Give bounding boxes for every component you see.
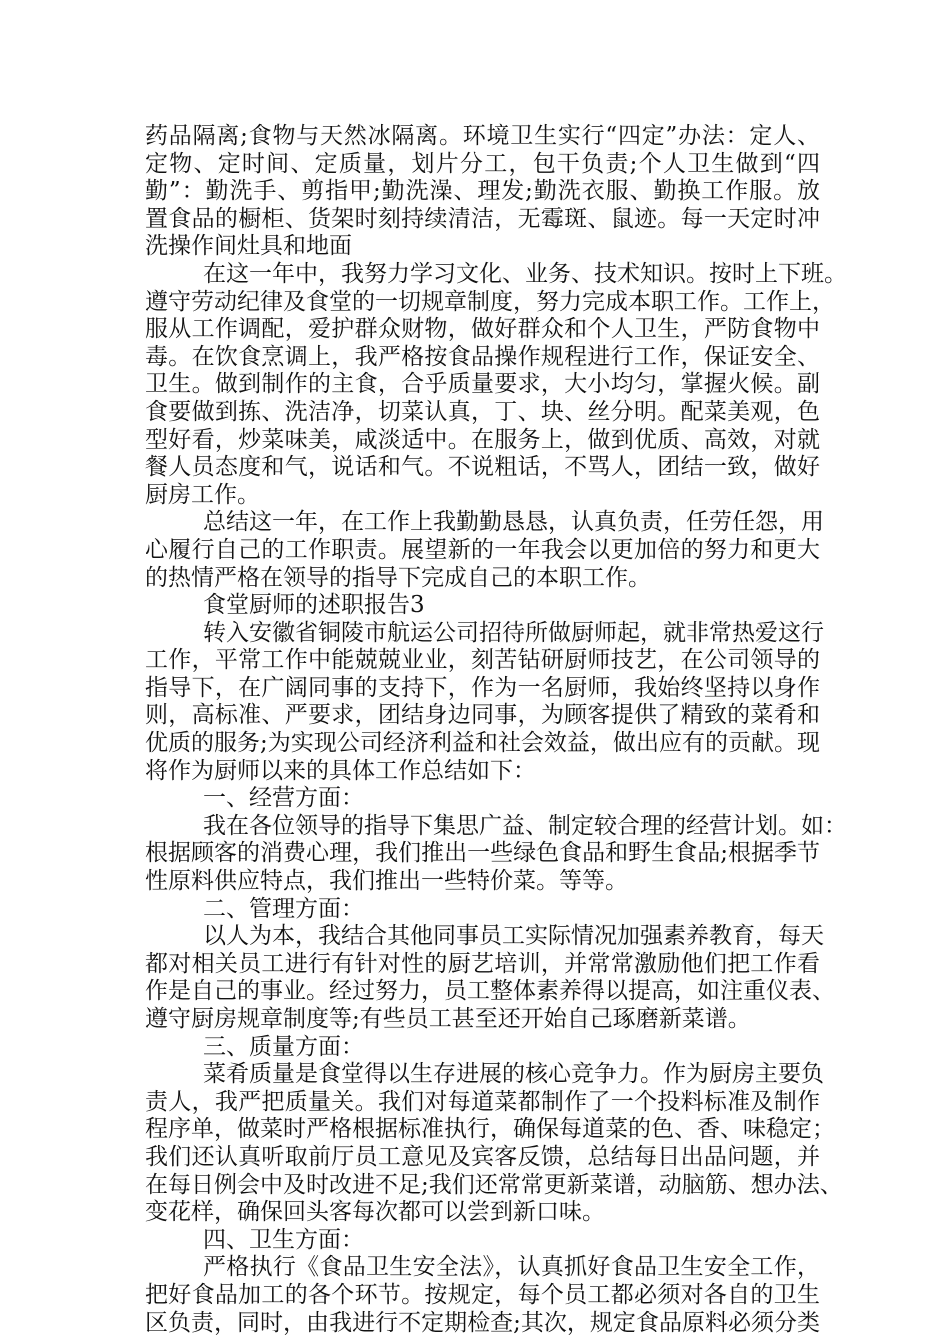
text-line: 工作，平常工作中能兢兢业业，刻苦钻研厨师技艺，在公司领导的 — [145, 647, 820, 674]
text-line: 食堂厨师的述职报告3 — [203, 592, 425, 619]
text-line: 二、管理方面： — [203, 895, 364, 922]
text-line: 根据顾客的消费心理，我们推出一些绿色食品和野生食品;根据季节 — [145, 840, 820, 867]
document-body — [145, 123, 847, 1337]
text-line: 都对相关员工进行有针对性的厨艺培训，并常常激励他们把工作看 — [145, 950, 820, 977]
text-line: 勤”：勤洗手、剪指甲;勤洗澡、理发;勤洗衣服、勤换工作服。放 — [145, 178, 820, 205]
text-line: 将作为厨师以来的具体工作总结如下： — [145, 757, 536, 784]
text-line: 区负责，同时，由我进行不定期检查;其次，规定食品原料必须分类 — [145, 1309, 820, 1336]
text-line: 在每日例会中及时改进不足;我们还常常更新菜谱，动脑筋、想办法、 — [145, 1171, 843, 1198]
text-line: 遵守劳动纪律及食堂的一切规章制度，努力完成本职工作。工作上， — [145, 288, 835, 315]
text-line: 的热情严格在领导的指导下完成自己的本职工作。 — [145, 564, 651, 591]
text-line: 变花样，确保回头客每次都可以尝到新口味。 — [145, 1199, 605, 1226]
text-line: 总结这一年，在工作上我勤勤恳恳，认真负责，任劳任怨，用 — [203, 509, 824, 536]
text-line: 服从工作调配，爱护群众财物，做好群众和个人卫生，严防食物中 — [145, 316, 820, 343]
text-line: 则，高标准、严要求，团结身边同事，为顾客提供了精致的菜肴和 — [145, 702, 820, 729]
text-line: 遵守厨房规章制度等;有些员工甚至还开始自己琢磨新菜谱。 — [145, 1006, 751, 1032]
text-line: 洗操作间灶具和地面 — [145, 233, 352, 260]
text-line: 程序单，做菜时严格根据标准执行，确保每道菜的色、香、味稳定； — [145, 1116, 835, 1143]
text-line: 四、卫生方面： — [203, 1226, 364, 1253]
text-line: 厨房工作。 — [145, 481, 260, 508]
text-line: 心履行自己的工作职责。展望新的一年我会以更加倍的努力和更大 — [145, 536, 820, 563]
text-line: 定物、定时间、定质量，划片分工，包干负责;个人卫生做到“四 — [145, 150, 820, 177]
text-line: 在这一年中，我努力学习文化、业务、技术知识。按时上下班。 — [203, 260, 847, 287]
text-line: 我在各位领导的指导下集思广益、制定较合理的经营计划。如： — [203, 812, 847, 839]
text-line: 把好食品加工的各个环节。按规定，每个员工都必须对各自的卫生 — [145, 1281, 820, 1308]
text-line: 食要做到拣、洗洁净，切菜认真，丁、块、丝分明。配菜美观，色 — [145, 398, 820, 425]
text-line: 作是自己的事业。经过努力，员工整体素养得以提高，如注重仪表、 — [145, 978, 835, 1005]
text-line: 菜肴质量是食堂得以生存进展的核心竞争力。作为厨房主要负 — [203, 1061, 824, 1088]
text-line: 以人为本，我结合其他同事员工实际情况加强素养教育，每天 — [203, 923, 824, 950]
text-line: 三、质量方面： — [203, 1033, 364, 1060]
text-line: 性原料供应特点，我们推出一些特价菜。等等。 — [145, 868, 628, 895]
text-line: 餐人员态度和气，说话和气。不说粗话，不骂人，团结一致，做好 — [145, 454, 820, 481]
text-line: 型好看，炒菜味美，咸淡适中。在服务上，做到优质、高效，对就 — [145, 426, 820, 453]
text-line: 药品隔离;食物与天然冰隔离。环境卫生实行“四定”办法：定人、 — [145, 123, 820, 149]
text-line: 转入安徽省铜陵市航运公司招待所做厨师起，就非常热爱这行 — [203, 619, 824, 646]
text-line: 置食品的橱柜、货架时刻持续清洁，无霉斑、鼠迹。每一天定时冲 — [145, 205, 820, 232]
text-line: 严格执行《食品卫生安全法》，认真抓好食品卫生安全工作， — [203, 1254, 820, 1281]
text-line: 指导下，在广阔同事的支持下，作为一名厨师，我始终坚持以身作 — [145, 674, 820, 701]
text-line: 责人，我严把质量关。我们对每道菜都制作了一个投料标准及制作 — [145, 1088, 820, 1115]
text-line: 我们还认真听取前厅员工意见及宾客反馈，总结每日出品问题，并 — [145, 1143, 820, 1170]
text-line: 优质的服务;为实现公司经济利益和社会效益，做出应有的贡献。现 — [145, 730, 820, 757]
text-line: 一、经营方面： — [203, 785, 364, 812]
text-line: 卫生。做到制作的主食，合乎质量要求，大小均匀，掌握火候。副 — [145, 371, 820, 398]
text-line: 毒。在饮食烹调上，我严格按食品操作规程进行工作，保证安全、 — [145, 343, 820, 370]
